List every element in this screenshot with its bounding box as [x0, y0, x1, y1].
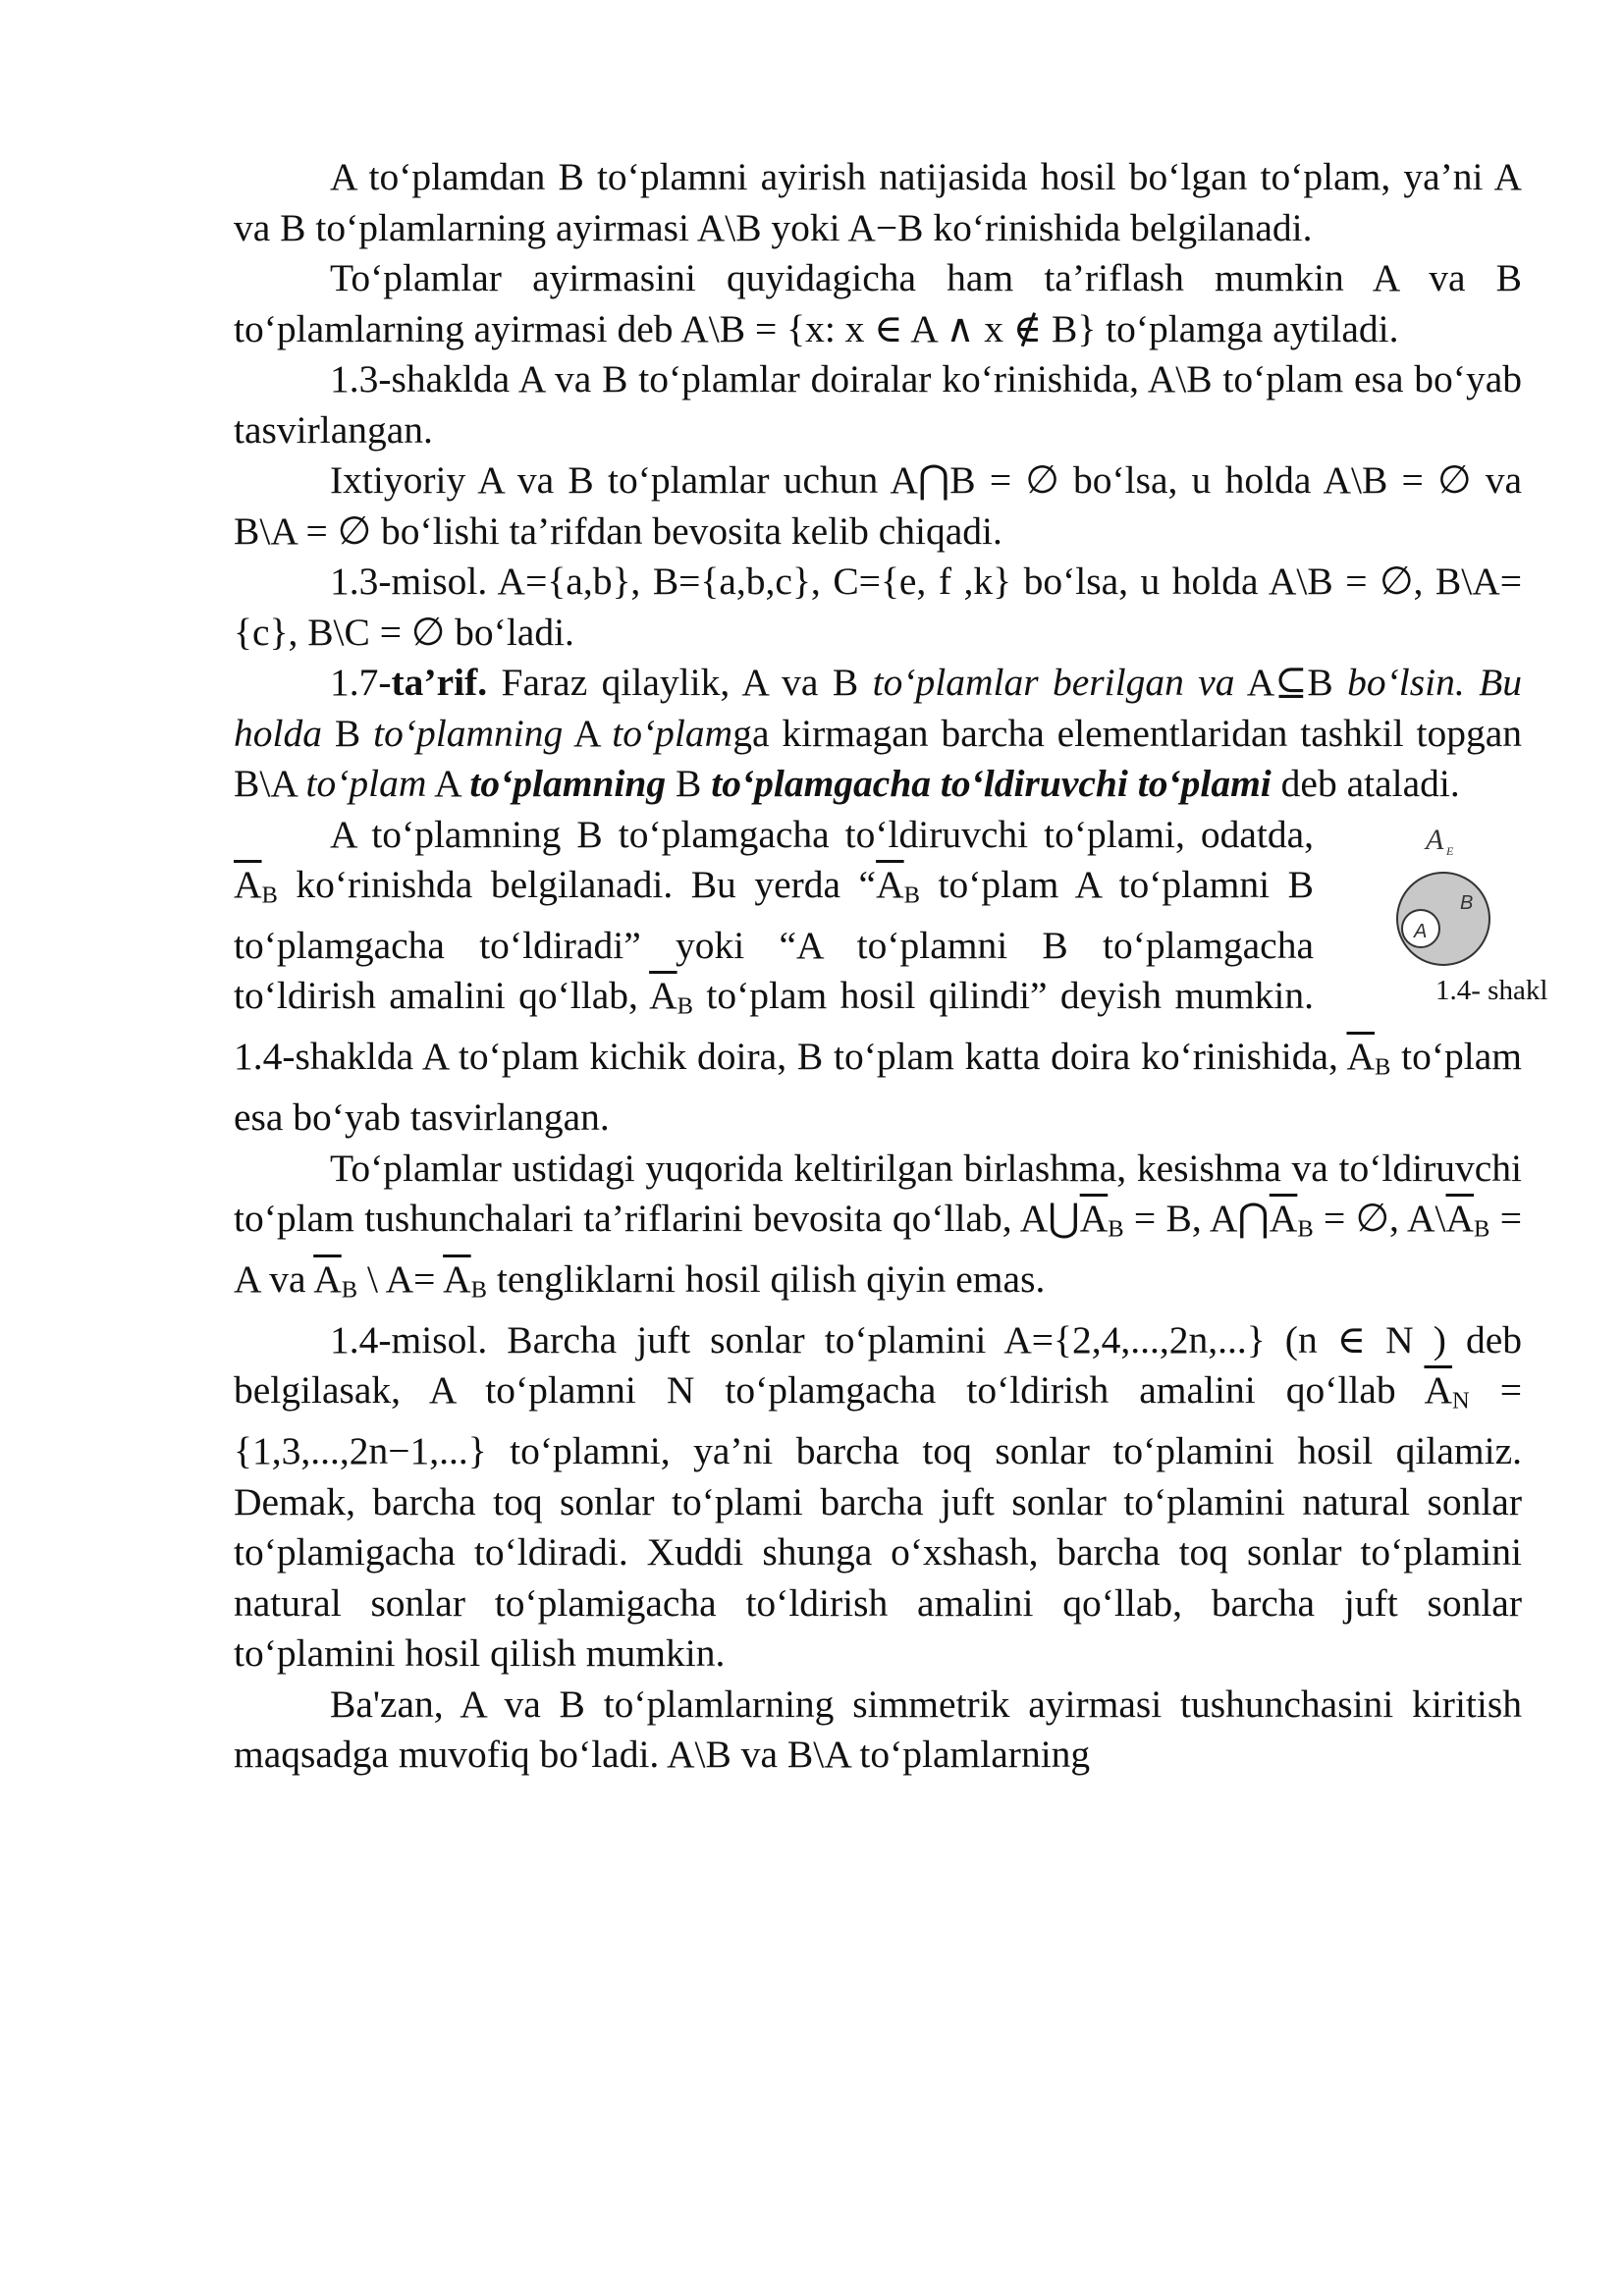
- subscript: B: [1474, 1215, 1490, 1243]
- paragraph: [234, 152, 1522, 253]
- text-segment: A to‘plamdan B to‘plamni ayirish natijasida hosil bo‘lgan to‘plam, ya’ni A va B to‘plamlarning ayirmasi A\B yoki A−B ko‘rinishida belgilanadi.: [234, 155, 1522, 249]
- subscript: B: [1375, 1053, 1391, 1081]
- overlined-symbol: $\overline{A}$: [876, 863, 904, 906]
- overlined-symbol: $\overline{A}$: [1079, 1197, 1109, 1241]
- text-segment: = B, A⋂: [1123, 1197, 1270, 1241]
- subscript: B: [1297, 1215, 1314, 1243]
- overlined-symbol: $\overline{A}$: [313, 1257, 342, 1301]
- paragraph: [234, 658, 1522, 810]
- text-segment: to‘plamgacha to‘ldiruvchi to‘plami: [711, 762, 1272, 805]
- text-segment: 1.3-misol. A={a,b}, B={a,b,c}, C={e, f ,k} bo‘lsa, u holda A\B = ∅, B\A={c}, B\C = ∅ bo‘ladi.: [234, 560, 1522, 654]
- text-segment: 1.4-misol. Barcha juft sonlar to‘plamini A={2,4,...,2n,...} (n ∈ N ) deb belgilasak, A to‘plamni N to‘plamgacha to‘ldirish amalini qo‘llab: [234, 1317, 1522, 1413]
- text-segment: = ∅, A\: [1313, 1197, 1446, 1241]
- figure-1-4: [1335, 822, 1548, 1023]
- paragraph: [234, 1315, 1522, 1680]
- overlined-symbol: $\overline{A}$: [443, 1257, 471, 1301]
- text-segment: to‘plamning: [469, 762, 667, 805]
- text-segment: ={1,3,...,2n−1,...} to‘plamni, ya’ni barcha toq sonlar to‘plamini hosil qilamiz. Demak, barcha toq sonlar to‘plami barcha juft sonlar to‘plamini natural sonlar to‘plamigacha to‘ldiradi. Xuddi shunga o‘xshash, barcha toq sonlar to‘plamini natural sonlar to‘plamigacha to‘ldirish amalini qo‘llab, barcha juft sonlar to‘plamini hosil qilish mumkin.: [234, 1368, 1522, 1676]
- text-segment: tengliklarni hosil qilish qiyin emas.: [487, 1257, 1046, 1301]
- subscript: B: [470, 1276, 487, 1304]
- paragraph: [234, 557, 1522, 658]
- text-segment: to‘plam: [612, 711, 733, 755]
- text-segment: To‘plamlar ayirmasini quyidagicha ham ta’riflash mumkin A va B to‘plamlarning ayirmasi deb A\B = {x: x ∈ A ∧ x ∉ B} to‘plamga aytiladi.: [234, 256, 1522, 350]
- text-segment: ko‘rinishda belgilanadi. Bu yerda “: [277, 863, 877, 906]
- overlined-symbol: $\overline{A}$: [1424, 1368, 1452, 1413]
- text-segment: Ba'zan, A va B to‘plamlarning simmetrik ayirmasi tushunchasini kiritish maqsadga muvofiq bo‘ladi. A\B va B\A to‘plamlarning: [234, 1682, 1522, 1777]
- text-segment: bo‘lsin. Bu holda: [234, 661, 1523, 755]
- subscript: B: [677, 992, 693, 1020]
- text-segment: to‘plam: [305, 762, 427, 805]
- venn-diagram: [1335, 822, 1522, 979]
- overlined-symbol: $\overline{A}$: [1445, 1197, 1475, 1241]
- text-segment: to‘plam esa bo‘yab tasvirlangan.: [234, 1035, 1522, 1140]
- text-segment: to‘plamlar berilgan va: [872, 661, 1235, 704]
- text-segment: Faraz qilaylik, A va B: [487, 661, 873, 704]
- overlined-symbol: $\overline{A}$: [1346, 1035, 1376, 1079]
- subscript: B: [903, 881, 920, 909]
- inner-label-a: A: [1414, 920, 1428, 942]
- overlined-symbol: $\overline{A}$: [649, 974, 677, 1018]
- text-segment: deb ataladi.: [1271, 762, 1460, 805]
- paragraph: [234, 455, 1522, 557]
- complement-label-sub: E: [1446, 843, 1454, 858]
- text-segment: A to‘plamning B to‘plamgacha to‘ldiruvchi to‘plami, odatda,: [330, 812, 1314, 856]
- text-segment: B: [666, 762, 712, 805]
- text-column: [234, 152, 1548, 1781]
- text-segment: A: [563, 711, 613, 755]
- complement-label: A: [1426, 823, 1444, 856]
- text-segment: 1.3-shaklda A va B to‘plamlar doiralar ko‘rinishida, A\B to‘plam esa bo‘yab tasvirlangan.: [234, 357, 1522, 452]
- text-segment: to‘plam hosil qilindi” deyish mumkin. 1.4-shaklda A to‘plam kichik doira, B to‘plam katta doira ko‘rinishida,: [234, 974, 1347, 1079]
- text-segment: ta’rif.: [391, 661, 488, 704]
- subscript: B: [341, 1276, 358, 1304]
- text-segment: = A va: [234, 1197, 1522, 1301]
- text-segment: Ixtiyoriy A va B to‘plamlar uchun A⋂B = ∅ bo‘lsa, u holda A\B = ∅ va B\A = ∅ bo‘lishi ta’rifdan bevosita kelib chiqadi.: [234, 458, 1522, 553]
- overlined-symbol: $\overline{A}$: [1269, 1197, 1298, 1241]
- paragraph: [234, 810, 1548, 1144]
- text-segment: to‘plamning: [373, 711, 564, 755]
- figure-caption: 1.4- shakl: [1435, 974, 1548, 1006]
- subscript: B: [261, 881, 278, 909]
- text-segment: 1.7-: [330, 661, 392, 704]
- subscript: B: [1108, 1215, 1124, 1243]
- text-segment: to‘plam A to‘plamni B to‘plamgacha to‘ldiradi” yoki “A to‘plamni B to‘plamgacha to‘ldirish amalini qo‘llab,: [234, 863, 1314, 1018]
- paragraph: [234, 1680, 1522, 1781]
- text-segment: B: [321, 711, 374, 755]
- text-segment: ga kirmagan barcha elementlaridan tashkil topgan B\A: [234, 711, 1522, 805]
- paragraph: [234, 354, 1522, 455]
- text-segment: A: [426, 762, 470, 805]
- outer-label-b: B: [1460, 891, 1474, 914]
- overlined-symbol: $\overline{A}$: [234, 863, 262, 906]
- text-segment: \ A=: [357, 1257, 444, 1301]
- subscript: N: [1452, 1387, 1470, 1415]
- paragraph: [234, 253, 1522, 354]
- text-segment: To‘plamlar ustidagi yuqorida keltirilgan birlashma, kesishma va to‘ldiruvchi to‘plam tushunchalari ta’riflarini bevosita qo‘llab, A⋃: [234, 1146, 1522, 1241]
- paragraph: [234, 1144, 1522, 1315]
- text-segment: A⊆B: [1234, 661, 1348, 704]
